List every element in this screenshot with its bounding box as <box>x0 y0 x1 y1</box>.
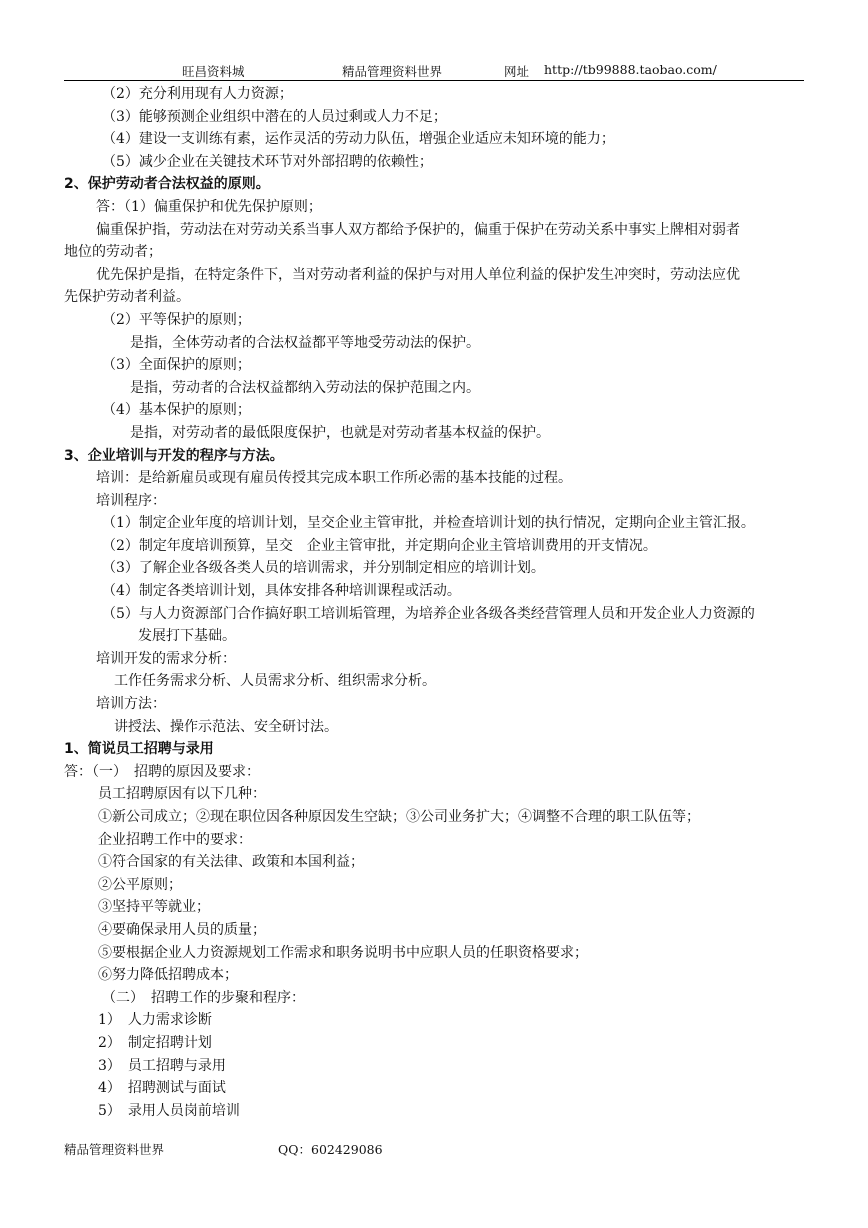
header-left-text: 旺昌资料城 <box>182 64 245 79</box>
text-line: 培训：是给新雇员或现有雇员传授其完成本职工作所必需的基本技能的过程。 <box>96 470 572 487</box>
text-line: 答：（1）偏重保护和优先保护原则； <box>96 198 322 215</box>
text-line: （二） 招聘工作的步聚和程序： <box>102 989 305 1006</box>
text-line: 偏重保护指，劳动法在对劳动关系当事人双方都给予保护的，偏重于保护在劳动关系中事实上牌相对弱者 <box>96 221 740 238</box>
header-site-label: 网址 <box>504 64 530 79</box>
page-header <box>64 60 804 81</box>
footer-left-text: 精品管理资料世界 <box>64 1142 165 1157</box>
text-line: 优先保护是指，在特定条件下，当对劳动者利益的保护与对用人单位利益的保护发生冲突时，劳动法应优 <box>96 266 740 283</box>
text-line: 员工招聘原因有以下几种： <box>98 786 266 803</box>
text-line: ⑤要根据企业人力资源规划工作需求和职务说明书中应职人员的任职资格要求； <box>98 944 588 961</box>
text-line: ⑥努力降低招聘成本； <box>98 967 238 984</box>
text-line: （2）制定年度培训预算，呈交 企业主管审批，并定期向企业主管培训费用的开支情况。 <box>102 537 657 554</box>
list-item: 5） 录用人员岗前培训 <box>98 1102 240 1119</box>
text-line: 发展打下基础。 <box>138 628 236 645</box>
list-item: 2） 制定招聘计划 <box>98 1034 212 1051</box>
section-heading: 1、简说员工招聘与录用 <box>64 741 214 758</box>
text-line: 是指，对劳动者的最低限度保护，也就是对劳动者基本权益的保护。 <box>130 424 550 441</box>
list-item: 4） 招聘测试与面试 <box>98 1080 226 1097</box>
text-line: （3）能够预测企业组织中潜在的人员过剩或人力不足； <box>102 108 447 125</box>
text-line: （2）充分利用现有人力资源； <box>102 86 293 102</box>
list-item: 1） 人力需求诊断 <box>98 1012 212 1029</box>
list-item: 3） 员工招聘与录用 <box>98 1057 226 1074</box>
text-line: （4）基本保护的原则； <box>102 402 251 419</box>
text-line: 是指，全体劳动者的合法权益都平等地受劳动法的保护。 <box>130 334 480 351</box>
text-line: （3）全面保护的原则； <box>102 357 251 374</box>
header-site-url[interactable]: http://tb99888.taobao.com/ <box>544 62 717 77</box>
text-line: ①新公司成立；②现在职位因各种原因发生空缺；③公司业务扩大；④调整不合理的职工队伍等； <box>98 809 700 825</box>
text-line: 地位的劳动者； <box>64 244 162 261</box>
text-line: （5）减少企业在关键技术环节对外部招聘的依赖性； <box>102 153 433 170</box>
text-line: （4）建设一支训练有素，运作灵活的劳动力队伍，增强企业适应未知环境的能力； <box>102 131 615 148</box>
text-line: （5）与人力资源部门合作搞好职工培训垢管理，为培养企业各级各类经营管理人员和开发企业人力资源的 <box>102 605 755 622</box>
text-line: 答：（一） 招聘的原因及要求： <box>64 763 260 780</box>
text-line: （4）制定各类培训计划，具体安排各种培训课程或活动。 <box>102 583 461 600</box>
section-heading: 2、保护劳动者合法权益的原则。 <box>64 176 270 193</box>
text-line: （3）了解企业各级各类人员的培训需求，并分别制定相应的培训计划。 <box>102 560 545 577</box>
text-line: 讲授法、操作示范法、安全研讨法。 <box>114 718 338 735</box>
text-line: ③坚持平等就业； <box>98 899 210 916</box>
text-line: 企业招聘工作中的要求： <box>98 831 252 848</box>
text-line: 培训方法： <box>96 696 166 713</box>
footer-qq: QQ：602429086 <box>278 1142 383 1157</box>
text-line: ①符合国家的有关法律、政策和本国利益； <box>98 854 364 871</box>
text-line: ④要确保录用人员的质量； <box>98 921 266 938</box>
text-line: （1）制定企业年度的培训计划，呈交企业主管审批，并检查培训计划的执行情况，定期向企业主管汇报。 <box>102 515 755 532</box>
document-body <box>64 83 814 1122</box>
section-heading: 3、企业培训与开发的程序与方法。 <box>64 447 284 464</box>
text-line: 是指，劳动者的合法权益都纳入劳动法的保护范围之内。 <box>130 379 480 396</box>
text-line: （2）平等保护的原则； <box>102 311 251 328</box>
text-line: 工作任务需求分析、人员需求分析、组织需求分析。 <box>114 673 436 690</box>
header-center-text: 精品管理资料世界 <box>342 64 443 79</box>
text-line: 培训程序： <box>96 492 166 509</box>
text-line: ②公平原则； <box>98 876 182 893</box>
text-line: 培训开发的需求分析： <box>96 650 236 667</box>
text-line: 先保护劳动者利益。 <box>64 289 190 306</box>
